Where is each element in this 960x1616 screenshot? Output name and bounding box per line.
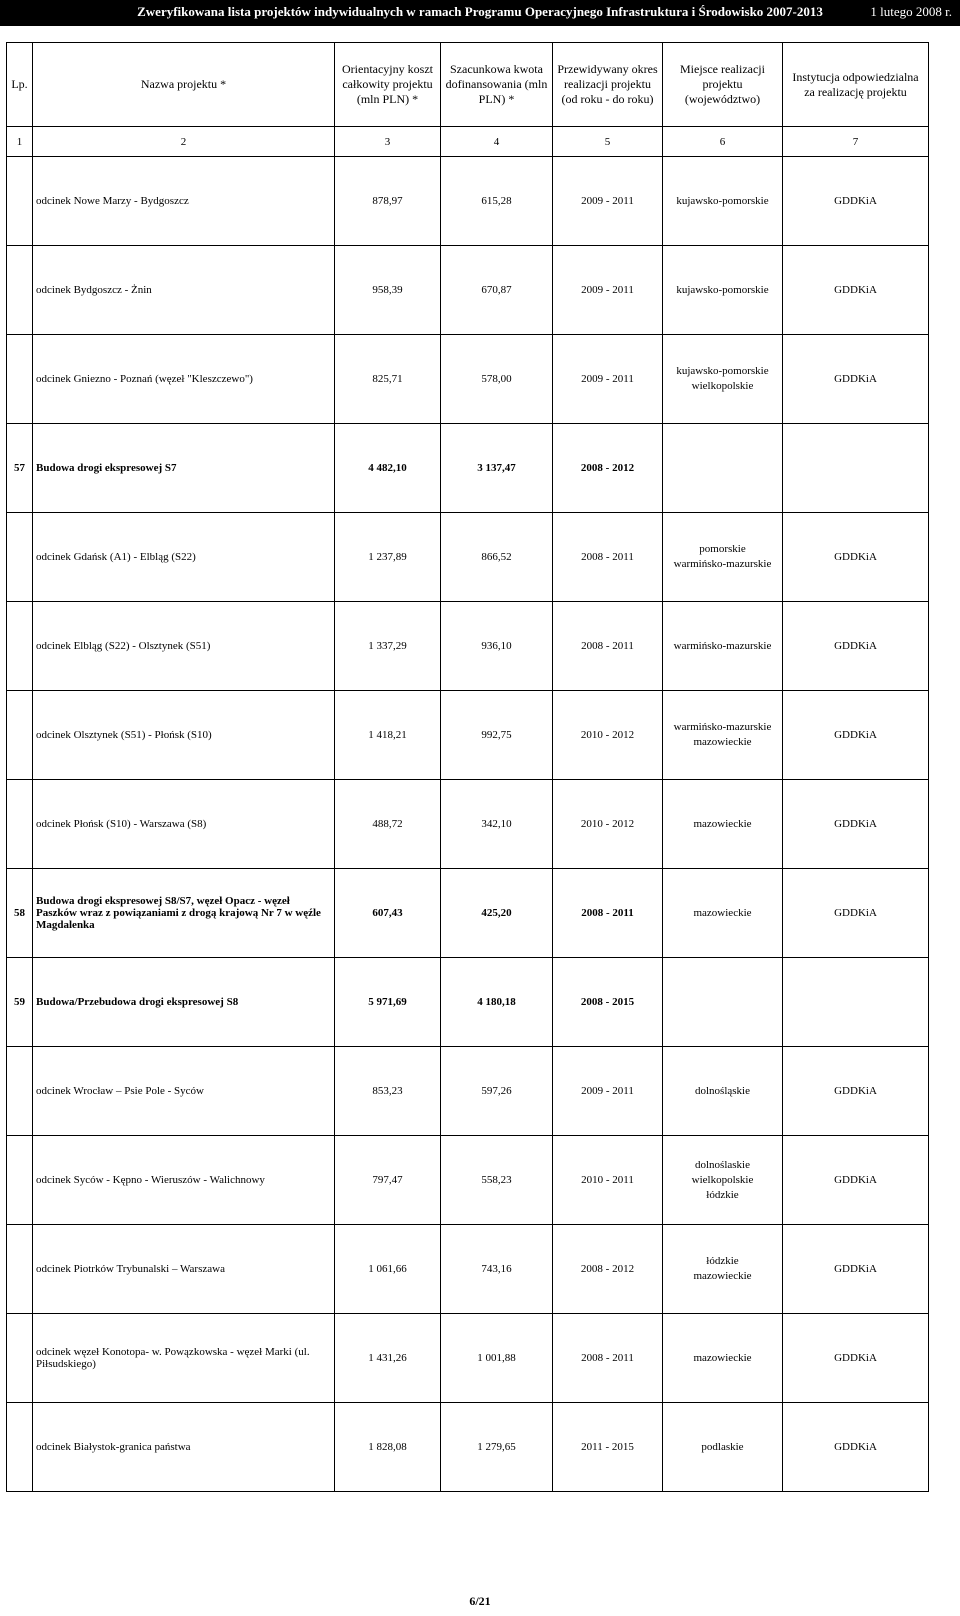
region-name: dolnośląskie	[695, 1084, 750, 1097]
row-project-name: odcinek Gniezno - Poznań (węzeł "Kleszczewo")	[33, 335, 335, 424]
page-number: 6/21	[469, 1594, 491, 1608]
row-period: 2008 - 2011	[553, 602, 663, 691]
row-project-name: odcinek Syców - Kępno - Wieruszów - Walichnowy	[33, 1136, 335, 1225]
row-project-name: Budowa drogi ekspresowej S7	[33, 424, 335, 513]
region-name: łódzkie	[706, 1255, 739, 1267]
table-row	[7, 1314, 929, 1403]
row-project-name: odcinek węzeł Konotopa- w. Powązkowska - węzeł Marki (ul. Piłsudskiego)	[33, 1314, 335, 1403]
row-lp	[7, 1047, 33, 1136]
row-funding: 578,00	[441, 335, 553, 424]
row-funding: 615,28	[441, 157, 553, 246]
row-project-name: odcinek Płońsk (S10) - Warszawa (S8)	[33, 780, 335, 869]
row-period: 2008 - 2012	[553, 424, 663, 513]
row-project-name: odcinek Bydgoszcz - Żnin	[33, 246, 335, 335]
row-region	[663, 869, 783, 958]
region-name: kujawsko-pomorskie	[676, 365, 769, 377]
row-funding: 4 180,18	[441, 958, 553, 1047]
row-institution: GDDKiA	[783, 157, 929, 246]
region-name: warmińsko-mazurskie	[673, 639, 772, 652]
row-period: 2010 - 2012	[553, 780, 663, 869]
row-project-name: odcinek Olsztynek (S51) - Płońsk (S10)	[33, 691, 335, 780]
row-lp: 58	[7, 869, 33, 958]
row-period: 2008 - 2011	[553, 869, 663, 958]
row-region	[663, 157, 783, 246]
region-name: wielkopolskie	[691, 380, 754, 392]
row-lp	[7, 335, 33, 424]
region-name: mazowieckie	[693, 906, 752, 919]
row-period: 2008 - 2012	[553, 1225, 663, 1314]
row-region	[663, 246, 783, 335]
table-row	[7, 780, 929, 869]
table-row	[7, 1225, 929, 1314]
table-row	[7, 1047, 929, 1136]
table-row	[7, 1403, 929, 1492]
row-period: 2010 - 2012	[553, 691, 663, 780]
row-project-name: odcinek Nowe Marzy - Bydgoszcz	[33, 157, 335, 246]
row-lp	[7, 780, 33, 869]
row-period: 2008 - 2011	[553, 1314, 663, 1403]
row-cost: 1 418,21	[335, 691, 441, 780]
row-cost: 1 337,29	[335, 602, 441, 691]
row-cost: 825,71	[335, 335, 441, 424]
table-header-row	[7, 43, 929, 127]
row-funding: 1 001,88	[441, 1314, 553, 1403]
region-name: dolnoślaskie	[695, 1158, 750, 1171]
row-project-name: Budowa/Przebudowa drogi ekspresowej S8	[33, 958, 335, 1047]
region-name: mazowieckie	[693, 736, 752, 748]
row-cost: 1 431,26	[335, 1314, 441, 1403]
row-period: 2008 - 2015	[553, 958, 663, 1047]
row-institution: GDDKiA	[783, 1047, 929, 1136]
region-name: kujawsko-pomorskie	[676, 283, 769, 296]
row-region	[663, 1225, 783, 1314]
table-row	[7, 958, 929, 1047]
column-number-row	[7, 127, 929, 157]
row-period: 2011 - 2015	[553, 1403, 663, 1492]
row-funding: 670,87	[441, 246, 553, 335]
table-row	[7, 424, 929, 513]
row-institution: GDDKiA	[783, 869, 929, 958]
row-region	[663, 1314, 783, 1403]
document-title: Zweryfikowana lista projektów indywidualnych w ramach Programu Operacyjnego Infrastruktura i Środowisko 2007-2013	[137, 4, 823, 19]
row-project-name: odcinek Elbląg (S22) - Olsztynek (S51)	[33, 602, 335, 691]
row-lp	[7, 691, 33, 780]
row-cost: 1 061,66	[335, 1225, 441, 1314]
column-number: 7	[783, 127, 929, 157]
row-region	[663, 958, 783, 1047]
row-funding: 342,10	[441, 780, 553, 869]
row-project-name: odcinek Piotrków Trybunalski – Warszawa	[33, 1225, 335, 1314]
row-funding: 425,20	[441, 869, 553, 958]
row-institution: GDDKiA	[783, 1314, 929, 1403]
region-name: wielkopolskie	[691, 1173, 754, 1186]
column-number: 4	[441, 127, 553, 157]
row-region	[663, 513, 783, 602]
region-name: mazowieckie	[693, 817, 752, 830]
table-row	[7, 335, 929, 424]
row-institution: GDDKiA	[783, 513, 929, 602]
region-name: pomorskie	[699, 543, 746, 555]
row-institution	[783, 424, 929, 513]
row-institution: GDDKiA	[783, 1403, 929, 1492]
row-funding: 866,52	[441, 513, 553, 602]
row-lp	[7, 246, 33, 335]
row-funding: 992,75	[441, 691, 553, 780]
row-region	[663, 691, 783, 780]
row-period: 2009 - 2011	[553, 246, 663, 335]
row-region	[663, 1047, 783, 1136]
row-project-name: Budowa drogi ekspresowej S8/S7, węzeł Opacz - węzeł Paszków wraz z powiązaniami z drogą krajową Nr 7 w węźle Magdalenka	[33, 869, 335, 958]
row-lp	[7, 1136, 33, 1225]
row-institution: GDDKiA	[783, 691, 929, 780]
row-region	[663, 335, 783, 424]
column-number: 5	[553, 127, 663, 157]
row-project-name: odcinek Gdańsk (A1) - Elbląg (S22)	[33, 513, 335, 602]
row-region	[663, 424, 783, 513]
region-name: mazowieckie	[693, 1270, 752, 1282]
region-name: podlaskie	[701, 1440, 744, 1453]
row-cost: 878,97	[335, 157, 441, 246]
row-lp	[7, 157, 33, 246]
row-lp	[7, 1225, 33, 1314]
table-row	[7, 602, 929, 691]
row-lp: 59	[7, 958, 33, 1047]
row-funding: 1 279,65	[441, 1403, 553, 1492]
projects-table	[6, 42, 929, 1492]
row-period: 2009 - 2011	[553, 1047, 663, 1136]
row-cost: 853,23	[335, 1047, 441, 1136]
row-cost: 607,43	[335, 869, 441, 958]
row-lp	[7, 1403, 33, 1492]
document-date: 1 lutego 2008 r.	[870, 4, 952, 19]
region-name: warmińsko-mazurskie	[673, 558, 772, 570]
column-number: 6	[663, 127, 783, 157]
column-number: 3	[335, 127, 441, 157]
column-header-lp: Lp.	[7, 43, 33, 127]
row-institution: GDDKiA	[783, 602, 929, 691]
table-body	[7, 157, 929, 1492]
row-funding: 558,23	[441, 1136, 553, 1225]
row-cost: 488,72	[335, 780, 441, 869]
document-header-bar	[0, 0, 960, 26]
row-institution	[783, 958, 929, 1047]
column-header-region: Miejsce realizacji projektu (województwo)	[663, 43, 783, 127]
row-funding: 936,10	[441, 602, 553, 691]
row-cost: 4 482,10	[335, 424, 441, 513]
row-lp: 57	[7, 424, 33, 513]
row-region	[663, 1136, 783, 1225]
row-period: 2009 - 2011	[553, 157, 663, 246]
row-period: 2010 - 2011	[553, 1136, 663, 1225]
row-cost: 958,39	[335, 246, 441, 335]
table-row	[7, 513, 929, 602]
column-number: 2	[33, 127, 335, 157]
row-institution: GDDKiA	[783, 246, 929, 335]
column-header-name: Nazwa projektu *	[33, 43, 335, 127]
row-project-name: odcinek Białystok-granica państwa	[33, 1403, 335, 1492]
row-funding: 3 137,47	[441, 424, 553, 513]
region-name: mazowieckie	[693, 1351, 752, 1364]
table-row	[7, 691, 929, 780]
row-institution: GDDKiA	[783, 335, 929, 424]
row-region	[663, 1403, 783, 1492]
column-header-period: Przewidywany okres realizacji projektu (od roku - do roku)	[553, 43, 663, 127]
row-cost: 1 237,89	[335, 513, 441, 602]
row-funding: 743,16	[441, 1225, 553, 1314]
table-row	[7, 157, 929, 246]
column-header-funding: Szacunkowa kwota dofinansowania (mln PLN) *	[441, 43, 553, 127]
row-institution: GDDKiA	[783, 1225, 929, 1314]
row-cost: 1 828,08	[335, 1403, 441, 1492]
row-lp	[7, 513, 33, 602]
region-name: łódzkie	[706, 1188, 739, 1201]
table-row	[7, 246, 929, 335]
row-lp	[7, 1314, 33, 1403]
column-header-institution: Instytucja odpowiedzialna za realizację projektu	[783, 43, 929, 127]
column-number: 1	[7, 127, 33, 157]
row-cost: 5 971,69	[335, 958, 441, 1047]
row-period: 2009 - 2011	[553, 335, 663, 424]
column-header-cost: Orientacyjny koszt całkowity projektu (mln PLN) *	[335, 43, 441, 127]
row-cost: 797,47	[335, 1136, 441, 1225]
row-period: 2008 - 2011	[553, 513, 663, 602]
region-name: kujawsko-pomorskie	[676, 194, 769, 207]
region-name: warmińsko-mazurskie	[673, 721, 772, 733]
table-row	[7, 869, 929, 958]
row-funding: 597,26	[441, 1047, 553, 1136]
table-row	[7, 1136, 929, 1225]
row-project-name: odcinek Wrocław – Psie Pole - Syców	[33, 1047, 335, 1136]
row-institution: GDDKiA	[783, 780, 929, 869]
row-institution: GDDKiA	[783, 1136, 929, 1225]
row-lp	[7, 602, 33, 691]
row-region	[663, 780, 783, 869]
row-region	[663, 602, 783, 691]
